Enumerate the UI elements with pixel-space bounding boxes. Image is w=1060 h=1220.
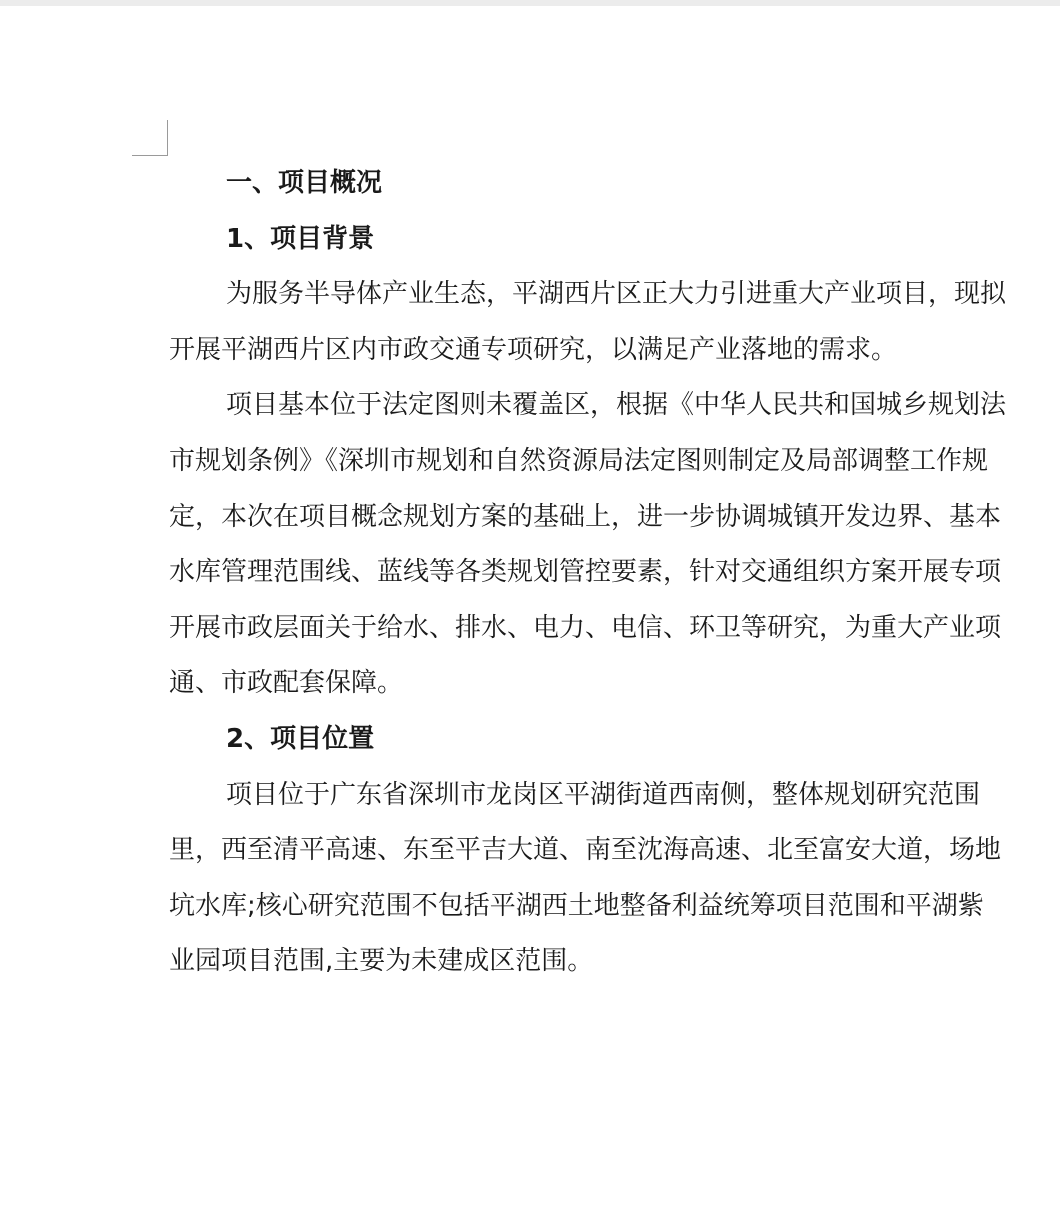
- paragraph-line: 业园项目范围,主要为未建成区范围。: [169, 946, 594, 977]
- subsection-heading-location: 2、项目位置: [226, 723, 375, 754]
- paragraph-line: 里，西至清平高速、东至平吉大道、南至沈海高速、北至富安大道，场地: [169, 835, 1002, 866]
- document-page[interactable]: [0, 6, 1060, 1220]
- paragraph-line: 开展平湖西片区内市政交通专项研究，以满足产业落地的需求。: [169, 334, 898, 365]
- page-margin-corner-mark: [132, 120, 168, 156]
- paragraph-line: 坑水库;核心研究范围不包括平湖西土地整备利益统筹项目范围和平湖紫: [169, 890, 984, 921]
- paragraph-line: 开展市政层面关于给水、排水、电力、电信、环卫等研究，为重大产业项: [169, 612, 1002, 643]
- paragraph-line: 市规划条例》《深圳市规划和自然资源局法定图则制定及局部调整工作规: [169, 445, 989, 476]
- paragraph-line: 为服务半导体产业生态，平湖西片区正大力引进重大产业项目，现拟: [226, 279, 1007, 310]
- paragraph-line: 水库管理范围线、蓝线等各类规划管控要素，针对交通组织方案开展专项: [169, 557, 1002, 588]
- paragraph-line: 定，本次在项目概念规划方案的基础上，进一步协调城镇开发边界、基本: [169, 501, 1002, 532]
- section-heading: 一、项目概况: [226, 168, 383, 198]
- paragraph-line: 项目位于广东省深圳市龙岗区平湖街道西南侧，整体规划研究范围: [226, 779, 981, 810]
- paragraph-line: 项目基本位于法定图则未覆盖区，根据《中华人民共和国城乡规划法: [226, 390, 1007, 421]
- paragraph-line: 通、市政配套保障。: [169, 668, 404, 699]
- subsection-heading-background: 1、项目背景: [226, 223, 375, 254]
- document-body[interactable]: [169, 156, 1060, 990]
